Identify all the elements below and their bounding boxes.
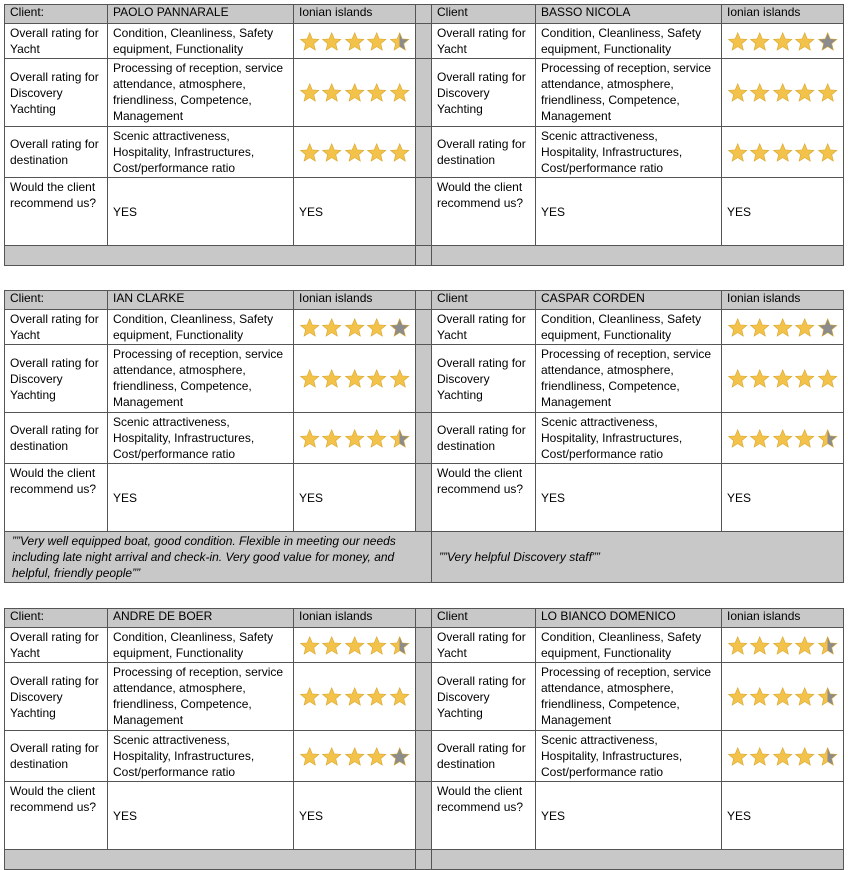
yacht-label: Overall rating for Yacht [4, 310, 108, 344]
star-rating [299, 629, 410, 661]
star-rating [727, 346, 838, 411]
star-icon [366, 635, 387, 656]
star-rating [299, 25, 410, 57]
star-icon [727, 368, 748, 389]
star-icon [389, 368, 410, 389]
star-rating [299, 128, 410, 176]
star-icon [727, 142, 748, 163]
discovery-label: Overall rating for Discovery Yachting [4, 663, 108, 730]
star-icon [727, 686, 748, 707]
destination-label: Overall rating for destination [432, 731, 536, 781]
star-icon [817, 746, 838, 767]
recommend-label: Would the client recommend us? [432, 178, 536, 245]
recommend-value: YES [108, 178, 294, 245]
star-icon [366, 82, 387, 103]
star-rating [299, 346, 410, 411]
recommend-value: YES [722, 464, 844, 531]
destination-desc: Scenic attractiveness, Hospitality, Infrastructures, Cost/performance ratio [536, 731, 722, 781]
star-icon [749, 746, 770, 767]
star-icon [794, 368, 815, 389]
yacht-desc: Condition, Cleanliness, Safety equipment, Functionality [108, 310, 294, 344]
star-icon [344, 368, 365, 389]
star-icon [772, 635, 793, 656]
yacht-row [4, 310, 844, 345]
star-rating [727, 414, 838, 462]
recommend-value: YES [536, 178, 722, 245]
region: Ionian islands [294, 5, 416, 23]
discovery-label: Overall rating for Discovery Yachting [4, 59, 108, 126]
star-icon [321, 31, 342, 52]
star-icon [772, 31, 793, 52]
star-icon [727, 746, 748, 767]
star-icon [727, 428, 748, 449]
star-icon [772, 746, 793, 767]
yacht-label: Overall rating for Yacht [4, 628, 108, 662]
client-label: Client: [4, 291, 108, 309]
recommend-value: YES [536, 782, 722, 849]
destination-label: Overall rating for destination [4, 731, 108, 781]
yacht-desc: Condition, Cleanliness, Safety equipment, Functionality [536, 310, 722, 344]
review-block-3 [4, 608, 844, 870]
yacht-label: Overall rating for Yacht [432, 310, 536, 344]
client-name: IAN CLARKE [108, 291, 294, 309]
star-icon [366, 686, 387, 707]
recommend-value: YES [722, 782, 844, 849]
star-icon [321, 317, 342, 338]
comment-row [4, 246, 844, 266]
recommend-value: YES [108, 782, 294, 849]
comment-left: ””Very well equipped boat, good condition. Flexible in meeting our needs including late night arrival and check-in. Very good value for money, and helpful, friendly people”” [4, 532, 432, 582]
star-icon [299, 142, 320, 163]
star-icon [749, 635, 770, 656]
recommend-row [4, 464, 844, 532]
star-icon [727, 82, 748, 103]
discovery-desc: Processing of reception, service attendance, atmosphere, friendliness, Competence, Management [108, 59, 294, 126]
star-rating [299, 311, 410, 343]
star-icon [817, 686, 838, 707]
destination-desc: Scenic attractiveness, Hospitality, Infrastructures, Cost/performance ratio [108, 731, 294, 781]
region: Ionian islands [294, 609, 416, 627]
star-icon [794, 428, 815, 449]
yacht-desc: Condition, Cleanliness, Safety equipment, Functionality [536, 628, 722, 662]
star-icon [772, 82, 793, 103]
region: Ionian islands [722, 291, 844, 309]
star-rating [727, 311, 838, 343]
star-rating [299, 664, 410, 729]
client-label: Client: [4, 5, 108, 23]
star-icon [389, 635, 410, 656]
recommend-label: Would the client recommend us? [4, 464, 108, 531]
discovery-desc: Processing of reception, service attendance, atmosphere, friendliness, Competence, Management [536, 59, 722, 126]
client-name: BASSO NICOLA [536, 5, 722, 23]
star-icon [299, 82, 320, 103]
client-name: PAOLO PANNARALE [108, 5, 294, 23]
column-gap [416, 5, 432, 23]
discovery-desc: Processing of reception, service attendance, atmosphere, friendliness, Competence, Management [108, 663, 294, 730]
recommend-row [4, 178, 844, 246]
header-row [4, 4, 844, 24]
star-icon [749, 368, 770, 389]
star-icon [321, 368, 342, 389]
client-label: Client: [4, 609, 108, 627]
star-icon [321, 82, 342, 103]
star-icon [366, 317, 387, 338]
star-rating [727, 60, 838, 125]
destination-label: Overall rating for destination [4, 413, 108, 463]
star-icon [299, 746, 320, 767]
star-icon [817, 31, 838, 52]
destination-desc: Scenic attractiveness, Hospitality, Infrastructures, Cost/performance ratio [108, 413, 294, 463]
destination-label: Overall rating for destination [432, 127, 536, 177]
yacht-desc: Condition, Cleanliness, Safety equipment, Functionality [108, 628, 294, 662]
recommend-label: Would the client recommend us? [4, 178, 108, 245]
star-icon [727, 635, 748, 656]
star-icon [366, 746, 387, 767]
region: Ionian islands [722, 5, 844, 23]
star-rating [727, 128, 838, 176]
discovery-desc: Processing of reception, service attendance, atmosphere, friendliness, Competence, Management [536, 663, 722, 730]
star-icon [794, 31, 815, 52]
discovery-label: Overall rating for Discovery Yachting [432, 59, 536, 126]
star-icon [727, 31, 748, 52]
discovery-label: Overall rating for Discovery Yachting [4, 345, 108, 412]
star-icon [749, 31, 770, 52]
destination-desc: Scenic attractiveness, Hospitality, Infrastructures, Cost/performance ratio [536, 127, 722, 177]
star-icon [344, 317, 365, 338]
star-icon [749, 317, 770, 338]
comment-row [4, 850, 844, 870]
yacht-desc: Condition, Cleanliness, Safety equipment, Functionality [536, 24, 722, 58]
star-icon [772, 686, 793, 707]
star-icon [321, 428, 342, 449]
star-icon [299, 31, 320, 52]
star-icon [817, 317, 838, 338]
recommend-label: Would the client recommend us? [432, 464, 536, 531]
review-block-1 [4, 4, 844, 266]
destination-row [4, 127, 844, 178]
star-icon [772, 428, 793, 449]
recommend-value: YES [722, 178, 844, 245]
star-icon [344, 31, 365, 52]
star-icon [321, 686, 342, 707]
star-rating [727, 732, 838, 780]
comment-right: ””Very helpful Discovery staff”” [432, 532, 844, 582]
star-icon [366, 31, 387, 52]
comment-right [432, 246, 844, 265]
client-name: LO BIANCO DOMENICO [536, 609, 722, 627]
star-icon [794, 317, 815, 338]
star-rating [299, 60, 410, 125]
discovery-row [4, 345, 844, 413]
yacht-label: Overall rating for Yacht [4, 24, 108, 58]
recommend-value: YES [294, 464, 416, 531]
recommend-row [4, 782, 844, 850]
star-icon [817, 82, 838, 103]
client-name: CASPAR CORDEN [536, 291, 722, 309]
star-icon [794, 635, 815, 656]
star-icon [794, 82, 815, 103]
region: Ionian islands [294, 291, 416, 309]
recommend-value: YES [294, 782, 416, 849]
comment-left [4, 850, 416, 869]
star-icon [344, 428, 365, 449]
star-icon [321, 142, 342, 163]
discovery-label: Overall rating for Discovery Yachting [432, 345, 536, 412]
yacht-desc: Condition, Cleanliness, Safety equipment, Functionality [108, 24, 294, 58]
star-icon [749, 686, 770, 707]
star-icon [794, 746, 815, 767]
star-icon [344, 82, 365, 103]
destination-label: Overall rating for destination [432, 413, 536, 463]
star-rating [727, 629, 838, 661]
star-icon [749, 428, 770, 449]
star-rating [299, 732, 410, 780]
yacht-label: Overall rating for Yacht [432, 24, 536, 58]
recommend-value: YES [108, 464, 294, 531]
star-rating [727, 664, 838, 729]
star-icon [772, 142, 793, 163]
star-icon [321, 635, 342, 656]
star-rating [299, 414, 410, 462]
discovery-desc: Processing of reception, service attendance, atmosphere, friendliness, Competence, Management [108, 345, 294, 412]
star-icon [389, 82, 410, 103]
star-icon [749, 82, 770, 103]
star-icon [366, 142, 387, 163]
star-icon [299, 428, 320, 449]
client-label: Client [432, 609, 536, 627]
star-icon [389, 686, 410, 707]
star-icon [344, 635, 365, 656]
star-icon [389, 31, 410, 52]
comment-row [4, 532, 844, 583]
star-rating [727, 25, 838, 57]
star-icon [772, 368, 793, 389]
star-icon [389, 317, 410, 338]
yacht-label: Overall rating for Yacht [432, 628, 536, 662]
star-icon [299, 686, 320, 707]
star-icon [727, 317, 748, 338]
yacht-row [4, 628, 844, 663]
star-icon [389, 746, 410, 767]
star-icon [344, 686, 365, 707]
recommend-value: YES [536, 464, 722, 531]
header-row [4, 290, 844, 310]
star-icon [794, 142, 815, 163]
star-icon [389, 428, 410, 449]
destination-label: Overall rating for destination [4, 127, 108, 177]
recommend-label: Would the client recommend us? [432, 782, 536, 849]
star-icon [299, 317, 320, 338]
destination-desc: Scenic attractiveness, Hospitality, Infrastructures, Cost/performance ratio [108, 127, 294, 177]
star-icon [817, 142, 838, 163]
star-icon [817, 635, 838, 656]
star-icon [344, 746, 365, 767]
discovery-label: Overall rating for Discovery Yachting [432, 663, 536, 730]
discovery-row [4, 59, 844, 127]
star-icon [321, 746, 342, 767]
star-icon [299, 368, 320, 389]
client-label: Client [432, 5, 536, 23]
discovery-row [4, 663, 844, 731]
recommend-value: YES [294, 178, 416, 245]
comment-right [432, 850, 844, 869]
recommend-label: Would the client recommend us? [4, 782, 108, 849]
client-name: ANDRE DE BOER [108, 609, 294, 627]
star-icon [366, 428, 387, 449]
star-icon [794, 686, 815, 707]
star-icon [817, 428, 838, 449]
comment-left [4, 246, 416, 265]
destination-desc: Scenic attractiveness, Hospitality, Infrastructures, Cost/performance ratio [536, 413, 722, 463]
star-icon [344, 142, 365, 163]
star-icon [749, 142, 770, 163]
star-icon [772, 317, 793, 338]
destination-row [4, 413, 844, 464]
star-icon [389, 142, 410, 163]
discovery-desc: Processing of reception, service attendance, atmosphere, friendliness, Competence, Management [536, 345, 722, 412]
star-icon [366, 368, 387, 389]
yacht-row [4, 24, 844, 59]
star-icon [299, 635, 320, 656]
star-icon [817, 368, 838, 389]
client-label: Client [432, 291, 536, 309]
region: Ionian islands [722, 609, 844, 627]
header-row [4, 608, 844, 628]
destination-row [4, 731, 844, 782]
review-block-2 [4, 290, 844, 583]
